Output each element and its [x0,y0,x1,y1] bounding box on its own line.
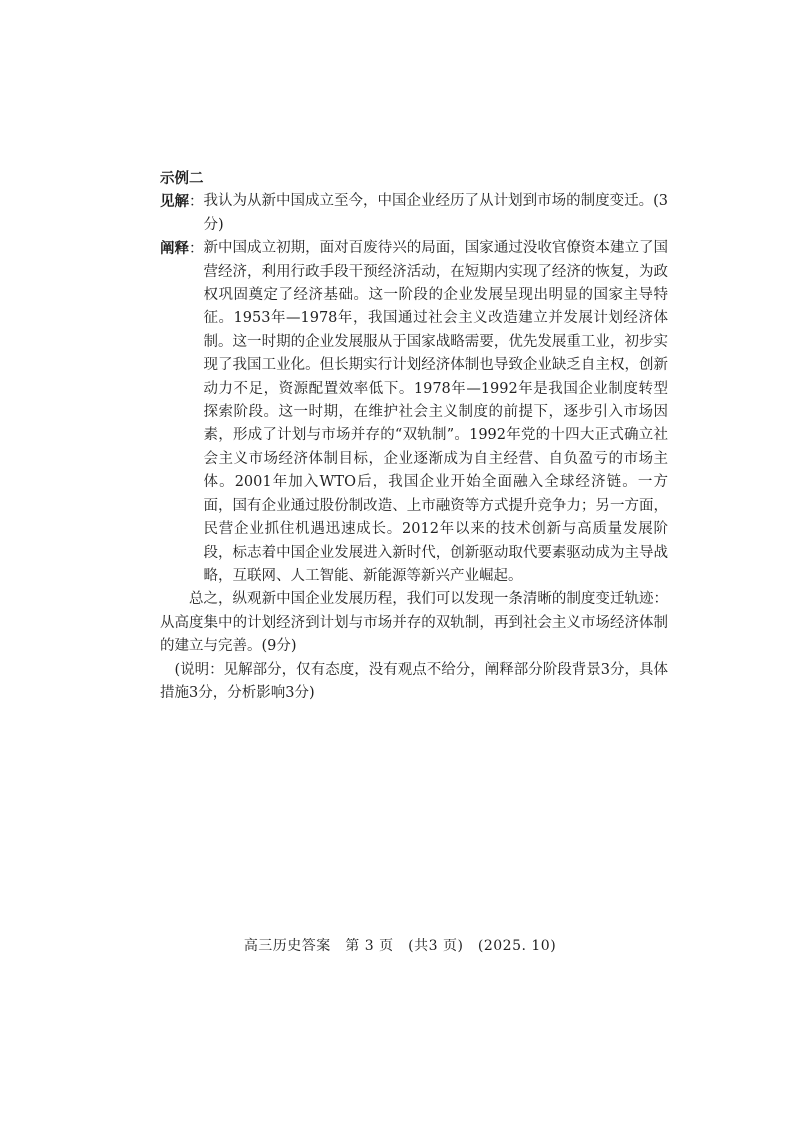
page-footer: 高三历史答案 第 3 页 (共3 页) (2025. 10) [243,938,557,954]
viewpoint-label-group [160,190,204,237]
summary-paragraph: 总之，纵观新中国企业发展历程，我们可以发现一条清晰的制度变迁轨迹：从高度集中的计划经济到计划与市场并存的双轨制，再到社会主义市场经济体制的建立与完善。(9分) [160,591,668,655]
elaboration-label: 阐释 [160,240,189,258]
answer-content [160,167,668,705]
viewpoint-separator: ： [189,194,204,211]
elaboration-text: 新中国成立初期，面对百废待兴的局面，国家通过没收官僚资本建立了国营经济，利用行政手段干预经济活动，在短期内实现了经济的恢复，为政权巩固奠定了经济基础。这一阶段的企业发展呈现出明显的国家主导特征。1953年—1978年，我国通过社会主义改造建立并发展计划经济体制。这一时期的企业发展服从于国家战略需要，优先发展重工业，初步实现了我国工业化。但长期实行计划经济体制也导致企业缺乏自主权，创新动力不足，资源配置效率低下。1978年—1992年是我国企业制度转型探索阶段。这一时期，在维护社会主义制度的前提下，逐步引入市场因素，形成了计划与市场并存的“双轨制”。1992年党的十四大正式确立社会主义市场经济体制目标，企业逐渐成为自主经营、自负盈亏的市场主体。2001年加入WTO后，我国企业开始全面融入全球经济链。一方面，国有企业通过股份制改造、上市融资等方式提升竞争力；另一方面，民营企业抓住机遇迅速成长。2012年以来的技术创新与高质量发展阶段，标志着中国企业发展进入新时代，创新驱动取代要素驱动成为主导战略，互联网、人工智能、新能源等新兴产业崛起。 [203,240,668,584]
scoring-note: (说明：见解部分，仅有态度，没有观点不给分，阐释部分阶段背景3分，具体措施3分，分析影响3分) [160,661,668,701]
example-title: 示例二 [160,170,204,187]
elaboration-label-group [160,237,204,588]
elaboration-section [160,237,668,588]
viewpoint-section [160,190,668,237]
viewpoint-text: 我认为从新中国成立至今，中国企业经历了从计划到市场的制度变迁。(3分) [203,193,668,233]
elaboration-separator: ： [189,241,204,258]
viewpoint-label: 见解 [160,193,189,211]
